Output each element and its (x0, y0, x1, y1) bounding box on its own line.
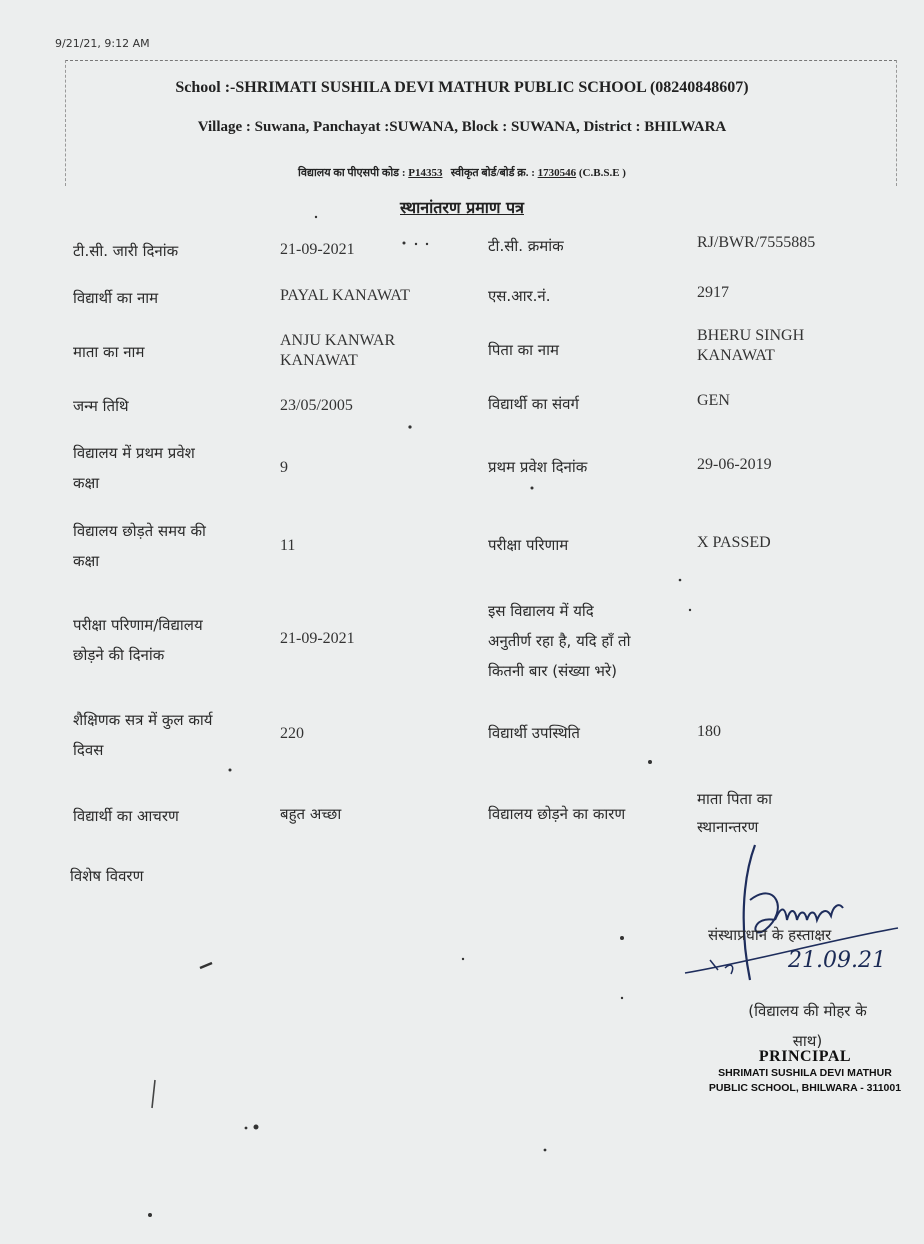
student-name-value: PAYAL KANAWAT (280, 287, 410, 304)
sr-number-label: एस.आर.नं. (488, 287, 551, 305)
print-timestamp: 9/21/21, 9:12 AM (55, 37, 150, 50)
mother-name-line2: KANAWAT (280, 352, 358, 369)
document-title: स्थानांतरण प्रमाण पत्र (400, 198, 524, 217)
school-address: Village : Suwana, Panchayat :SUWANA, Block : SUWANA, District : BHILWARA (197, 119, 727, 135)
result-leaving-date-value: 21-09-2021 (280, 630, 355, 647)
sr-number-value: 2917 (697, 284, 729, 301)
tc-issue-date-label: टी.सी. जारी दिनांक (73, 242, 179, 260)
conduct-value: बहुत अच्छा (280, 805, 342, 823)
category-label: विद्यार्थी का संवर्ग (488, 395, 579, 413)
leaving-reason-line1: माता पिता का (697, 790, 773, 808)
stamp-title: PRINCIPAL (758, 1048, 852, 1065)
father-name-label: पिता का नाम (488, 341, 559, 359)
exam-result-value: X PASSED (697, 534, 771, 551)
board-label: स्वीकृत बोर्ड/बोर्ड क्र. : (450, 167, 535, 179)
stamp-line2: PUBLIC SCHOOL, BHILWARA - 311001 (708, 1082, 902, 1094)
leaving-class-value: 11 (280, 537, 296, 554)
leaving-reason-label: विद्यालय छोड़ने का कारण (488, 805, 626, 823)
leaving-reason-line2: स्थानान्तरण (697, 818, 759, 836)
father-name-line1: BHERU SINGH (697, 327, 805, 344)
student-name-label: विद्यार्थी का नाम (73, 289, 159, 307)
first-admission-date-value: 29-06-2019 (697, 456, 772, 473)
tc-number-value: RJ/BWR/7555885 (697, 234, 816, 251)
failed-count-label-line1: इस विद्यालय में यदि (488, 602, 594, 620)
first-admission-class-label-line2: कक्षा (73, 474, 100, 492)
leaving-class-label-line1: विद्यालय छोड़ते समय की (73, 522, 206, 540)
exam-result-label: परीक्षा परिणाम (488, 536, 569, 554)
working-days-label-line2: दिवस (73, 741, 104, 759)
mother-name-line1: ANJU KANWAR (280, 332, 396, 349)
first-admission-date-label: प्रथम प्रवेश दिनांक (488, 458, 588, 476)
stamp-line1: SHRIMATI SUSHILA DEVI MATHUR (718, 1067, 892, 1079)
category-value: GEN (697, 392, 730, 409)
attendance-label: विद्यार्थी उपस्थिति (488, 724, 580, 742)
failed-count-label-line3: कितनी बार (संख्या भरे) (488, 662, 617, 680)
leaving-class-label-line2: कक्षा (73, 552, 100, 570)
conduct-label: विद्यार्थी का आचरण (73, 807, 179, 825)
failed-count-label-line2: अनुतीर्ण रहा है, यदि हाँ तो (488, 632, 631, 650)
seal-note-line2: साथ) (792, 1032, 823, 1050)
school-name: School :-SHRIMATI SUSHILA DEVI MATHUR PUBLIC SCHOOL (08240848607) (175, 79, 749, 96)
board-number: 1730546 (537, 167, 577, 179)
psp-label: विद्यालय का पीएसपी कोड : (298, 167, 406, 179)
remarks-label: विशेष विवरण (70, 867, 144, 885)
result-leaving-date-label-line1: परीक्षा परिणाम/विद्यालय (73, 616, 203, 634)
working-days-value: 220 (280, 725, 304, 742)
mother-name-label: माता का नाम (73, 343, 145, 361)
tc-number-label: टी.सी. क्रमांक (488, 237, 564, 255)
father-name-line2: KANAWAT (697, 347, 775, 364)
first-admission-class-label-line1: विद्यालय में प्रथम प्रवेश (73, 444, 195, 462)
signature-label: संस्थाप्रधान के हस्ताक्षर (708, 926, 832, 944)
result-leaving-date-label-line2: छोड़ने की दिनांक (73, 646, 165, 664)
seal-note-line1: (विद्यालय की मोहर के (748, 1002, 867, 1020)
board-suffix: (C.B.S.E ) (578, 167, 626, 179)
psp-code: P14353 (408, 167, 443, 179)
dob-label: जन्म तिथि (73, 397, 129, 415)
dob-value: 23/05/2005 (280, 397, 353, 414)
attendance-value: 180 (697, 723, 721, 740)
working-days-label-line1: शैक्षिणक सत्र में कुल कार्य (73, 711, 213, 729)
tc-issue-date-value: 21-09-2021 (280, 241, 355, 258)
first-admission-class-value: 9 (280, 459, 288, 476)
signature-date: 21.09.21 (788, 948, 886, 973)
